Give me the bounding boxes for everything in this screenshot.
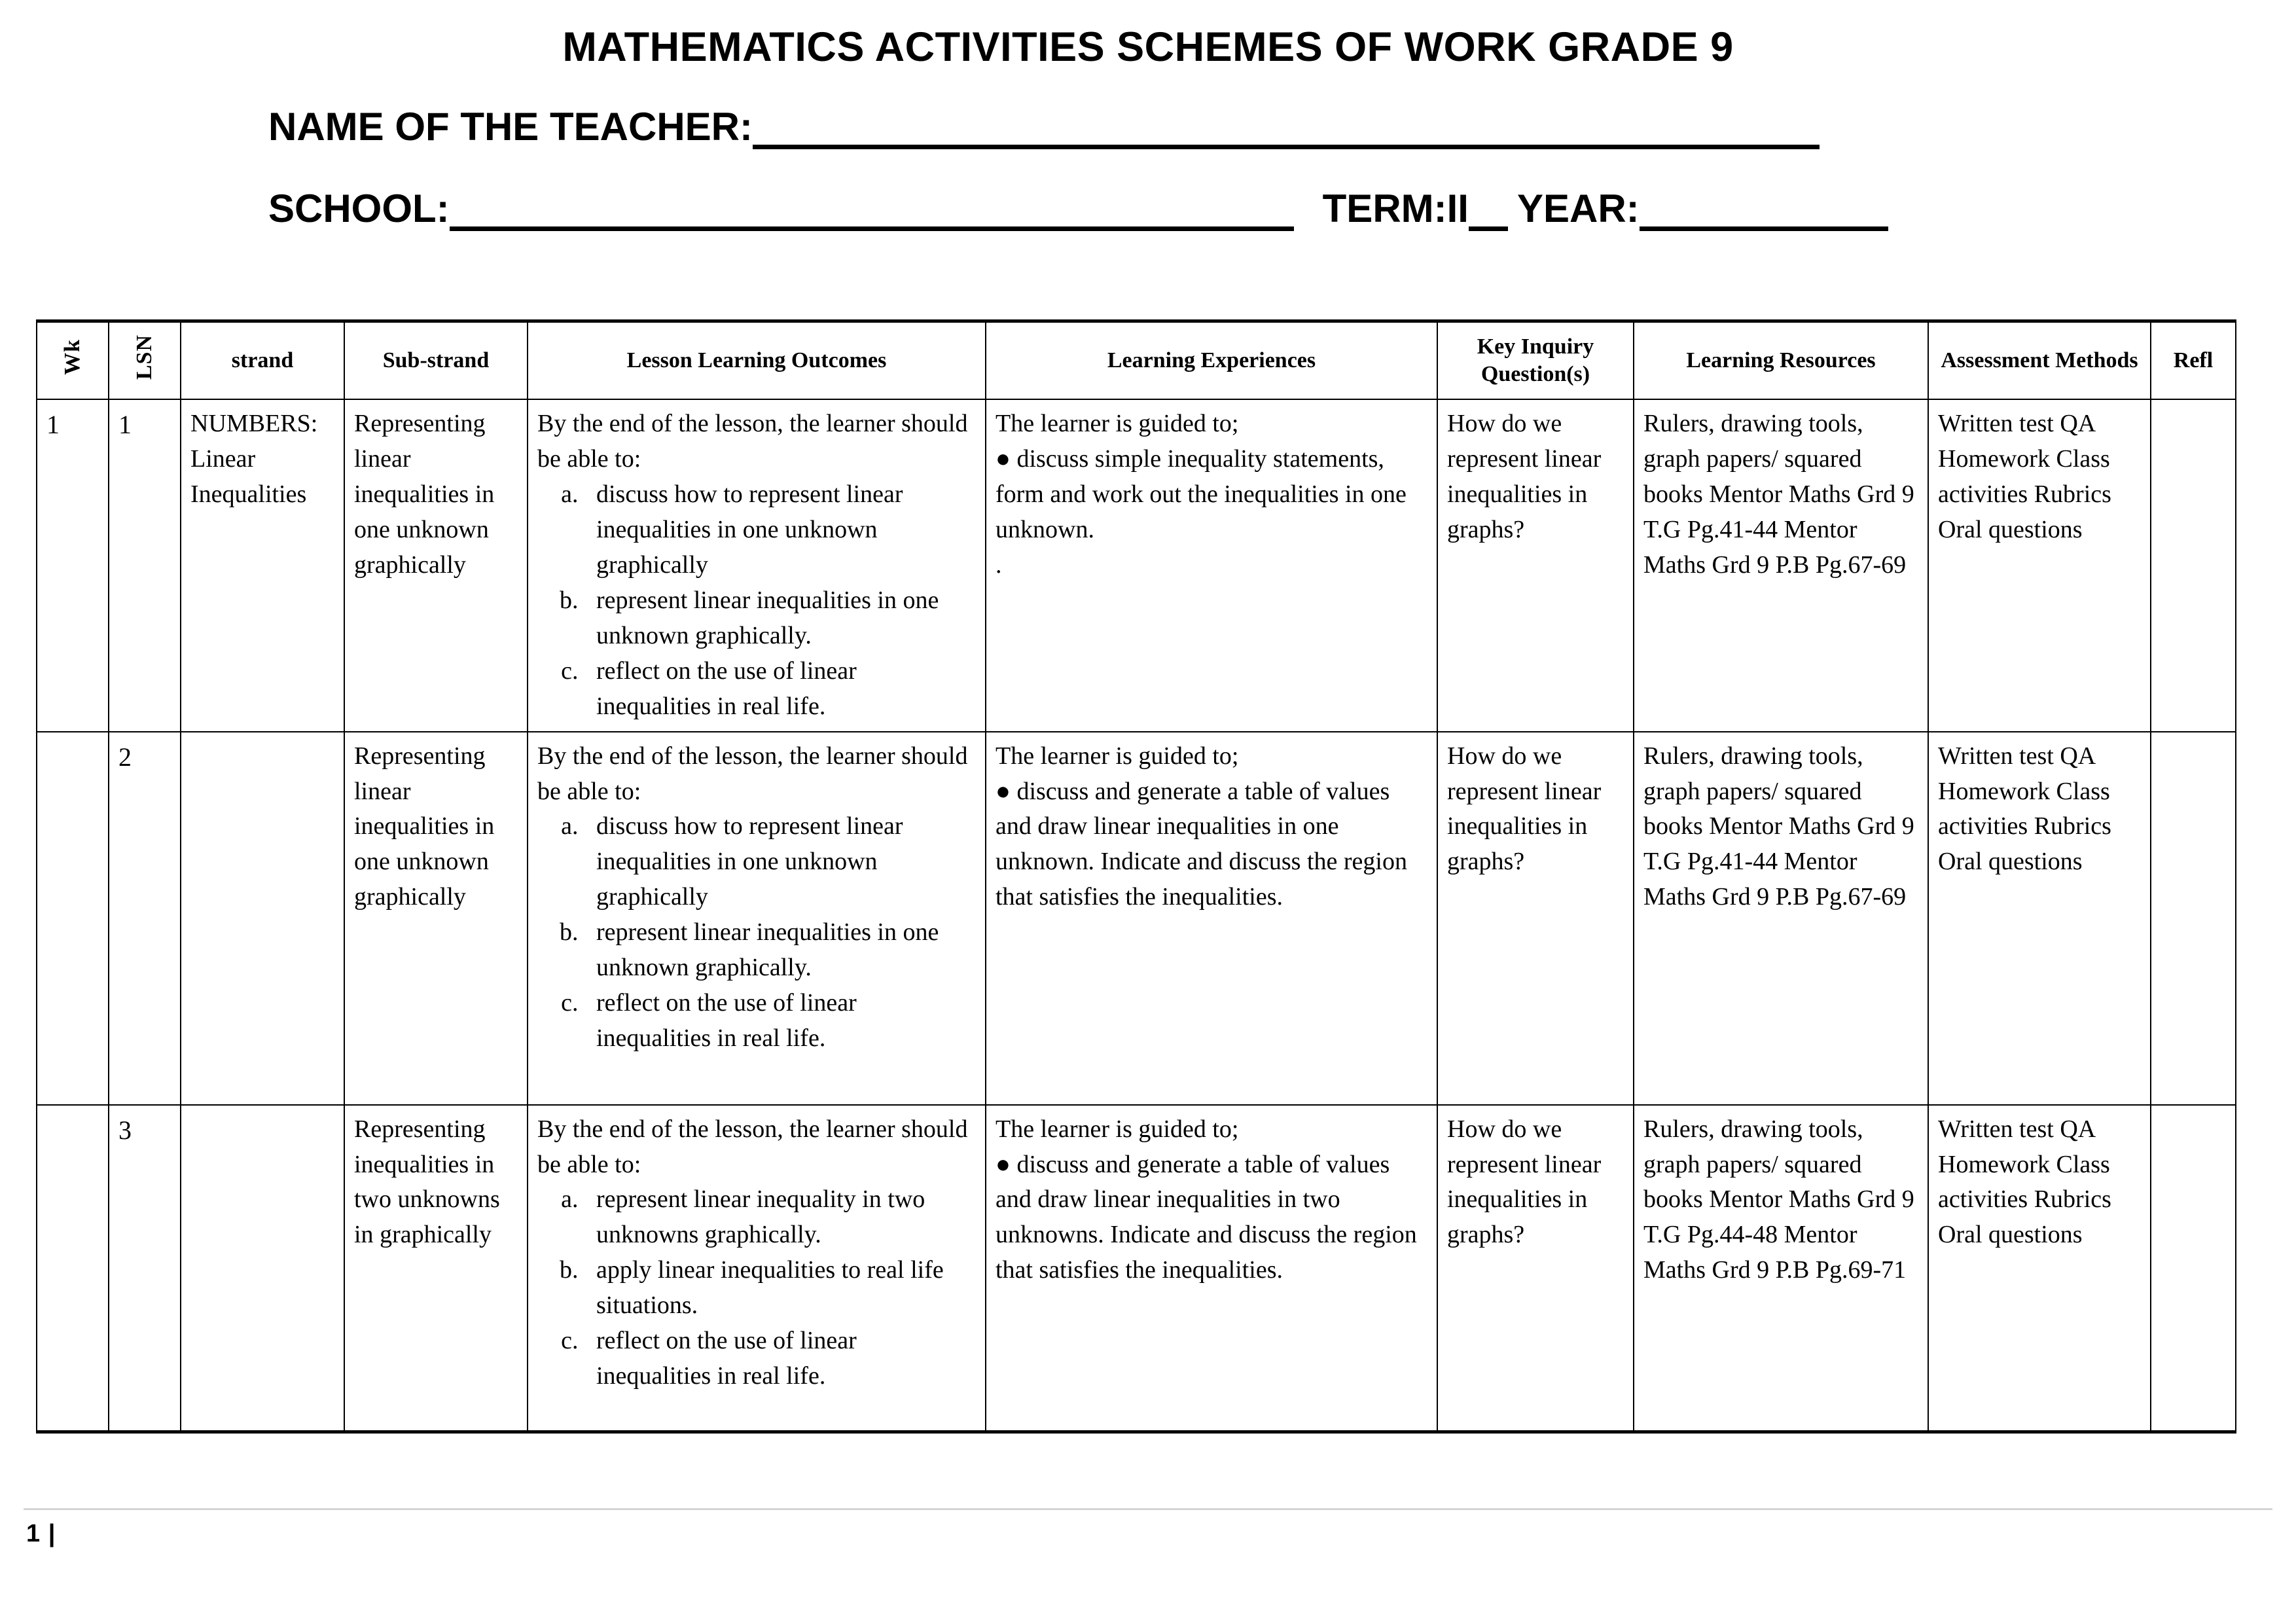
cell-learning-experiences: [986, 1105, 1437, 1432]
outcome-item: b. represent linear inequalities in one unknown graphically.: [584, 583, 977, 654]
cell-assessment-methods: Written test QA Homework Class activities Rubrics Oral questions: [1928, 732, 2151, 1105]
schemes-of-work-table: [36, 319, 2236, 1434]
year-blank[interactable]: [1640, 196, 1888, 231]
teacher-name-field-row: [268, 104, 2296, 149]
col-header-learning-outcomes: Lesson Learning Outcomes: [528, 321, 986, 400]
outcome-item: b. apply linear inequalities to real life situations.: [584, 1253, 977, 1324]
experiences-tail: .: [996, 550, 1002, 579]
table-row: [37, 399, 2236, 732]
outcomes-lead: By the end of the lesson, the learner should be able to:: [537, 1115, 968, 1178]
cell-refl[interactable]: [2151, 1105, 2236, 1432]
cell-assessment-methods: Written test QA Homework Class activities Rubrics Oral questions: [1928, 1105, 2151, 1432]
table-row: [37, 732, 2236, 1105]
outcomes-list: [537, 1182, 977, 1394]
cell-learning-resources: Rulers, drawing tools, graph papers/ squared books Mentor Maths Grd 9 T.G Pg.44-48 Mentor Maths Grd 9 P.B Pg.69-71: [1634, 1105, 1928, 1432]
outcome-item: c. reflect on the use of linear inequalities in real life.: [584, 654, 977, 725]
term-label: TERM:: [1322, 187, 1447, 231]
col-header-wk: Wk: [37, 321, 109, 400]
cell-assessment-methods: Written test QA Homework Class activities Rubrics Oral questions: [1928, 399, 2151, 732]
page-number: 1 |: [26, 1520, 56, 1547]
year-label: YEAR:: [1516, 187, 1640, 231]
cell-lsn: 1: [109, 399, 181, 732]
page-title: MATHEMATICS ACTIVITIES SCHEMES OF WORK GRADE 9: [562, 24, 1734, 70]
experiences-lead: The learner is guided to;: [996, 410, 1239, 437]
teacher-name-label: NAME OF THE TEACHER:: [268, 105, 753, 149]
outcome-item: a. discuss how to represent linear inequalities in one unknown graphically: [584, 477, 977, 583]
table-row: [37, 1105, 2236, 1432]
school-term-year-row: [268, 186, 2296, 231]
cell-learning-resources: Rulers, drawing tools, graph papers/ squared books Mentor Maths Grd 9 T.G Pg.41-44 Mentor Maths Grd 9 P.B Pg.67-69: [1634, 732, 1928, 1105]
cell-sub-strand: Representing inequalities in two unknowns in graphically: [344, 1105, 528, 1432]
col-header-learning-resources: Learning Resources: [1634, 321, 1928, 400]
col-header-strand: strand: [181, 321, 344, 400]
footer-divider: [24, 1508, 2272, 1510]
cell-learning-resources: Rulers, drawing tools, graph papers/ squared books Mentor Maths Grd 9 T.G Pg.41-44 Mentor Maths Grd 9 P.B Pg.67-69: [1634, 399, 1928, 732]
cell-wk: [37, 1105, 109, 1432]
teacher-name-blank[interactable]: [753, 115, 1820, 149]
cell-wk: 1: [37, 399, 109, 732]
cell-learning-outcomes: [528, 732, 986, 1105]
cell-strand: [181, 732, 344, 1105]
table-header-row: [37, 321, 2236, 400]
col-header-sub-strand: Sub-strand: [344, 321, 528, 400]
cell-lsn: 3: [109, 1105, 181, 1432]
experiences-bullet: ● discuss simple inequality statements, form and work out the inequalities in one unknown.: [996, 444, 1407, 543]
school-label: SCHOOL:: [268, 187, 450, 231]
cell-sub-strand: Representing linear inequalities in one unknown graphically: [344, 399, 528, 732]
outcomes-list: [537, 809, 977, 1056]
cell-learning-experiences: [986, 732, 1437, 1105]
col-header-refl: Refl: [2151, 321, 2236, 400]
school-blank[interactable]: [450, 196, 1294, 231]
col-header-lsn: LSN: [109, 321, 181, 400]
experiences-bullet: ● discuss and generate a table of values and draw linear inequalities in one unknown. Indicate and discuss the region that satisfies the inequalities.: [996, 777, 1407, 911]
cell-refl[interactable]: [2151, 732, 2236, 1105]
outcome-item: a. represent linear inequality in two unknowns graphically.: [584, 1182, 977, 1253]
term-value[interactable]: II: [1446, 187, 1469, 231]
cell-learning-outcomes: [528, 399, 986, 732]
outcomes-list: [537, 477, 977, 725]
cell-strand: [181, 1105, 344, 1432]
cell-strand: NUMBERS: Linear Inequalities: [181, 399, 344, 732]
outcome-item: c. reflect on the use of linear inequalities in real life.: [584, 986, 977, 1056]
cell-wk: [37, 732, 109, 1105]
cell-refl[interactable]: [2151, 399, 2236, 732]
experiences-lead: The learner is guided to;: [996, 742, 1239, 770]
cell-learning-outcomes: [528, 1105, 986, 1432]
cell-key-inquiry: How do we represent linear inequalities in graphs?: [1437, 399, 1634, 732]
col-header-key-inquiry: Key Inquiry Question(s): [1437, 321, 1634, 400]
col-header-assessment-methods: Assessment Methods: [1928, 321, 2151, 400]
outcome-item: a. discuss how to represent linear inequalities in one unknown graphically: [584, 809, 977, 915]
outcome-item: c. reflect on the use of linear inequalities in real life.: [584, 1324, 977, 1394]
cell-key-inquiry: How do we represent linear inequalities in graphs?: [1437, 732, 1634, 1105]
cell-sub-strand: Representing linear inequalities in one unknown graphically: [344, 732, 528, 1105]
experiences-bullet: ● discuss and generate a table of values and draw linear inequalities in two unknowns. Indicate and discuss the region that satisfies the inequalities.: [996, 1150, 1417, 1284]
col-header-learning-experiences: Learning Experiences: [986, 321, 1437, 400]
cell-key-inquiry: How do we represent linear inequalities in graphs?: [1437, 1105, 1634, 1432]
experiences-lead: The learner is guided to;: [996, 1115, 1239, 1143]
cell-learning-experiences: [986, 399, 1437, 732]
term-blank[interactable]: [1469, 196, 1508, 231]
cell-lsn: 2: [109, 732, 181, 1105]
outcomes-lead: By the end of the lesson, the learner should be able to:: [537, 742, 968, 805]
outcome-item: b. represent linear inequalities in one unknown graphically.: [584, 915, 977, 986]
outcomes-lead: By the end of the lesson, the learner should be able to:: [537, 410, 968, 473]
